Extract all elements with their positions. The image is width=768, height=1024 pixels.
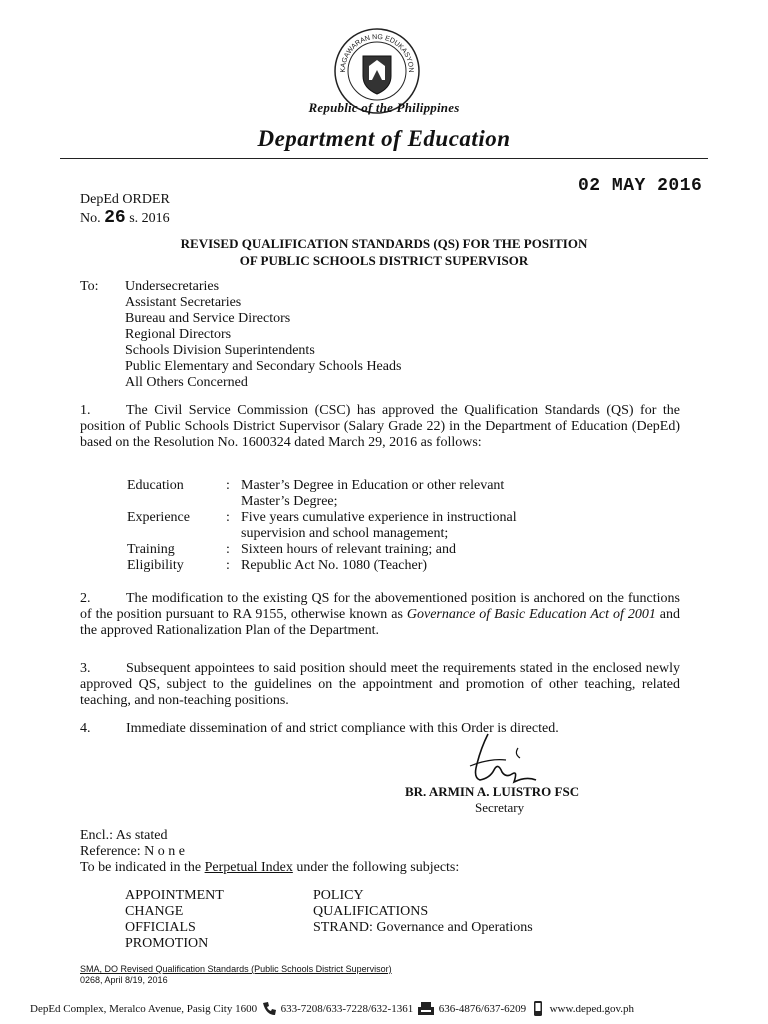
- order-title-line1: REVISED QUALIFICATION STANDARDS (QS) FOR THE POSITION: [180, 236, 588, 251]
- fax-icon: [416, 1000, 436, 1018]
- department-heading: Department of Education: [257, 126, 511, 151]
- mobile-icon: [529, 1000, 547, 1018]
- perpetual-index-link: Perpetual Index: [204, 860, 293, 875]
- order-series: s. 2016: [129, 211, 170, 226]
- to-label: To:: [80, 279, 99, 294]
- recipient-item: Public Elementary and Secondary Schools Heads: [125, 359, 402, 374]
- paragraph-2: 2. The modification to the existing QS for the abovementioned position is anchored on the functions of the position pursuant to RA 9155, otherwise known as Governance of Basic Education Act of 2001 and the approved Rationalization Plan of the Department.: [80, 591, 680, 638]
- qs-separator: :: [226, 542, 230, 557]
- recipient-item: Schools Division Superintendents: [125, 343, 315, 358]
- paragraph-3: [80, 661, 680, 709]
- footer-phones: 633-7208/633-7228/632-1361: [280, 1003, 414, 1015]
- order-label: DepEd ORDER: [80, 192, 170, 207]
- perpetual-index-line: To be indicated in the Perpetual Index under the following subjects:: [80, 860, 460, 875]
- enclosure-block: [80, 828, 459, 876]
- subject-item: QUALIFICATIONS: [313, 904, 429, 919]
- subject-item: APPOINTMENT: [125, 888, 224, 903]
- order-date: 02 MAY 2016: [578, 176, 703, 196]
- footnote-line2: 0268, April 8/19, 2016: [80, 975, 168, 985]
- paragraph-number: 4.: [80, 721, 91, 736]
- republic-heading: Republic of the Philippines: [308, 100, 460, 115]
- order-no-prefix: No.: [80, 211, 101, 226]
- qs-separator: :: [226, 558, 230, 573]
- qs-label: Eligibility: [127, 558, 184, 573]
- recipient-item: Undersecretaries: [125, 279, 220, 294]
- paragraph-number: 2.: [80, 591, 91, 606]
- subjects-column-2: [313, 888, 533, 936]
- phone-icon: [260, 1000, 278, 1018]
- recipient-list: [125, 279, 401, 391]
- subjects-list: [125, 888, 533, 952]
- qs-label: Experience: [127, 510, 190, 525]
- recipient-item: All Others Concerned: [125, 375, 248, 390]
- recipient-item: Bureau and Service Directors: [125, 311, 291, 326]
- footer-address: DepEd Complex, Meralco Avenue, Pasig City 1600: [30, 1003, 258, 1015]
- order-title: [0, 235, 768, 269]
- qs-value: Sixteen hours of relevant training; and: [241, 542, 456, 557]
- paragraph-4: [80, 721, 680, 737]
- qs-value: Master’s Degree in Education or other relevant Master’s Degree;: [241, 478, 505, 509]
- paragraph-text: Subsequent appointees to said position should meet the requirements stated in the enclosed newly approved QS, subject to the guidelines on the appointment and promotion of other teaching, related teaching, and non-teaching positions.: [80, 661, 680, 708]
- subject-item: PROMOTION: [125, 936, 209, 951]
- order-title-line2: OF PUBLIC SCHOOLS DISTRICT SUPERVISOR: [239, 253, 529, 268]
- footer-website[interactable]: www.deped.gov.ph: [549, 1003, 635, 1015]
- qs-value: Republic Act No. 1080 (Teacher): [241, 558, 428, 573]
- act-title: Governance of Basic Education Act of 2001: [406, 607, 656, 622]
- qs-row-education: [127, 478, 517, 510]
- footnote: [80, 964, 392, 986]
- paragraph-text: The Civil Service Commission (CSC) has approved the Qualification Standards (QS) for the position of Public Schools District Supervisor (Salary Grade 22) in the Department of Education (DepEd) based on the Resolution No. 1600324 dated March 29, 2016 as follows:: [80, 403, 680, 450]
- footer-contact: [30, 1000, 634, 1018]
- subject-item: OFFICIALS: [125, 920, 196, 935]
- recipient-item: Regional Directors: [125, 327, 232, 342]
- subject-item: CHANGE: [125, 904, 184, 919]
- qs-row-training: [127, 542, 517, 558]
- order-number-line: [80, 208, 170, 228]
- qualification-standards-table: [127, 478, 517, 574]
- recipient-item: Assistant Secretaries: [125, 295, 242, 310]
- enclosure-line: Encl.: As stated: [80, 828, 168, 843]
- qs-label: Education: [127, 478, 184, 493]
- qs-separator: :: [226, 478, 230, 493]
- qs-row-experience: [127, 510, 517, 542]
- subject-item: STRAND: Governance and Operations: [313, 920, 533, 935]
- footer-fax: 636-4876/637-6209: [438, 1003, 527, 1015]
- order-number: 26: [104, 208, 126, 228]
- reference-line: Reference: N o n e: [80, 844, 185, 859]
- paragraph-number: 1.: [80, 403, 91, 418]
- paragraph-text: Immediate dissemination of and strict compliance with this Order is directed.: [126, 721, 559, 736]
- header-divider: [60, 158, 708, 159]
- qs-row-eligibility: [127, 558, 517, 574]
- qs-separator: :: [226, 510, 230, 525]
- qs-value: Five years cumulative experience in instructional supervision and school management;: [241, 510, 517, 541]
- seal-text: KAGAWARAN NG EDUKASYON: [339, 33, 415, 73]
- signatory-name: BR. ARMIN A. LUISTRO FSC: [405, 784, 580, 799]
- footnote-line1: SMA, DO Revised Qualification Standards (Public Schools District Supervisor): [80, 964, 392, 974]
- subject-item: POLICY: [313, 888, 364, 903]
- paragraph-1: [80, 403, 680, 451]
- signature-mark: [440, 730, 550, 790]
- qs-label: Training: [127, 542, 175, 557]
- paragraph-number: 3.: [80, 661, 91, 676]
- signatory-title: Secretary: [475, 800, 525, 815]
